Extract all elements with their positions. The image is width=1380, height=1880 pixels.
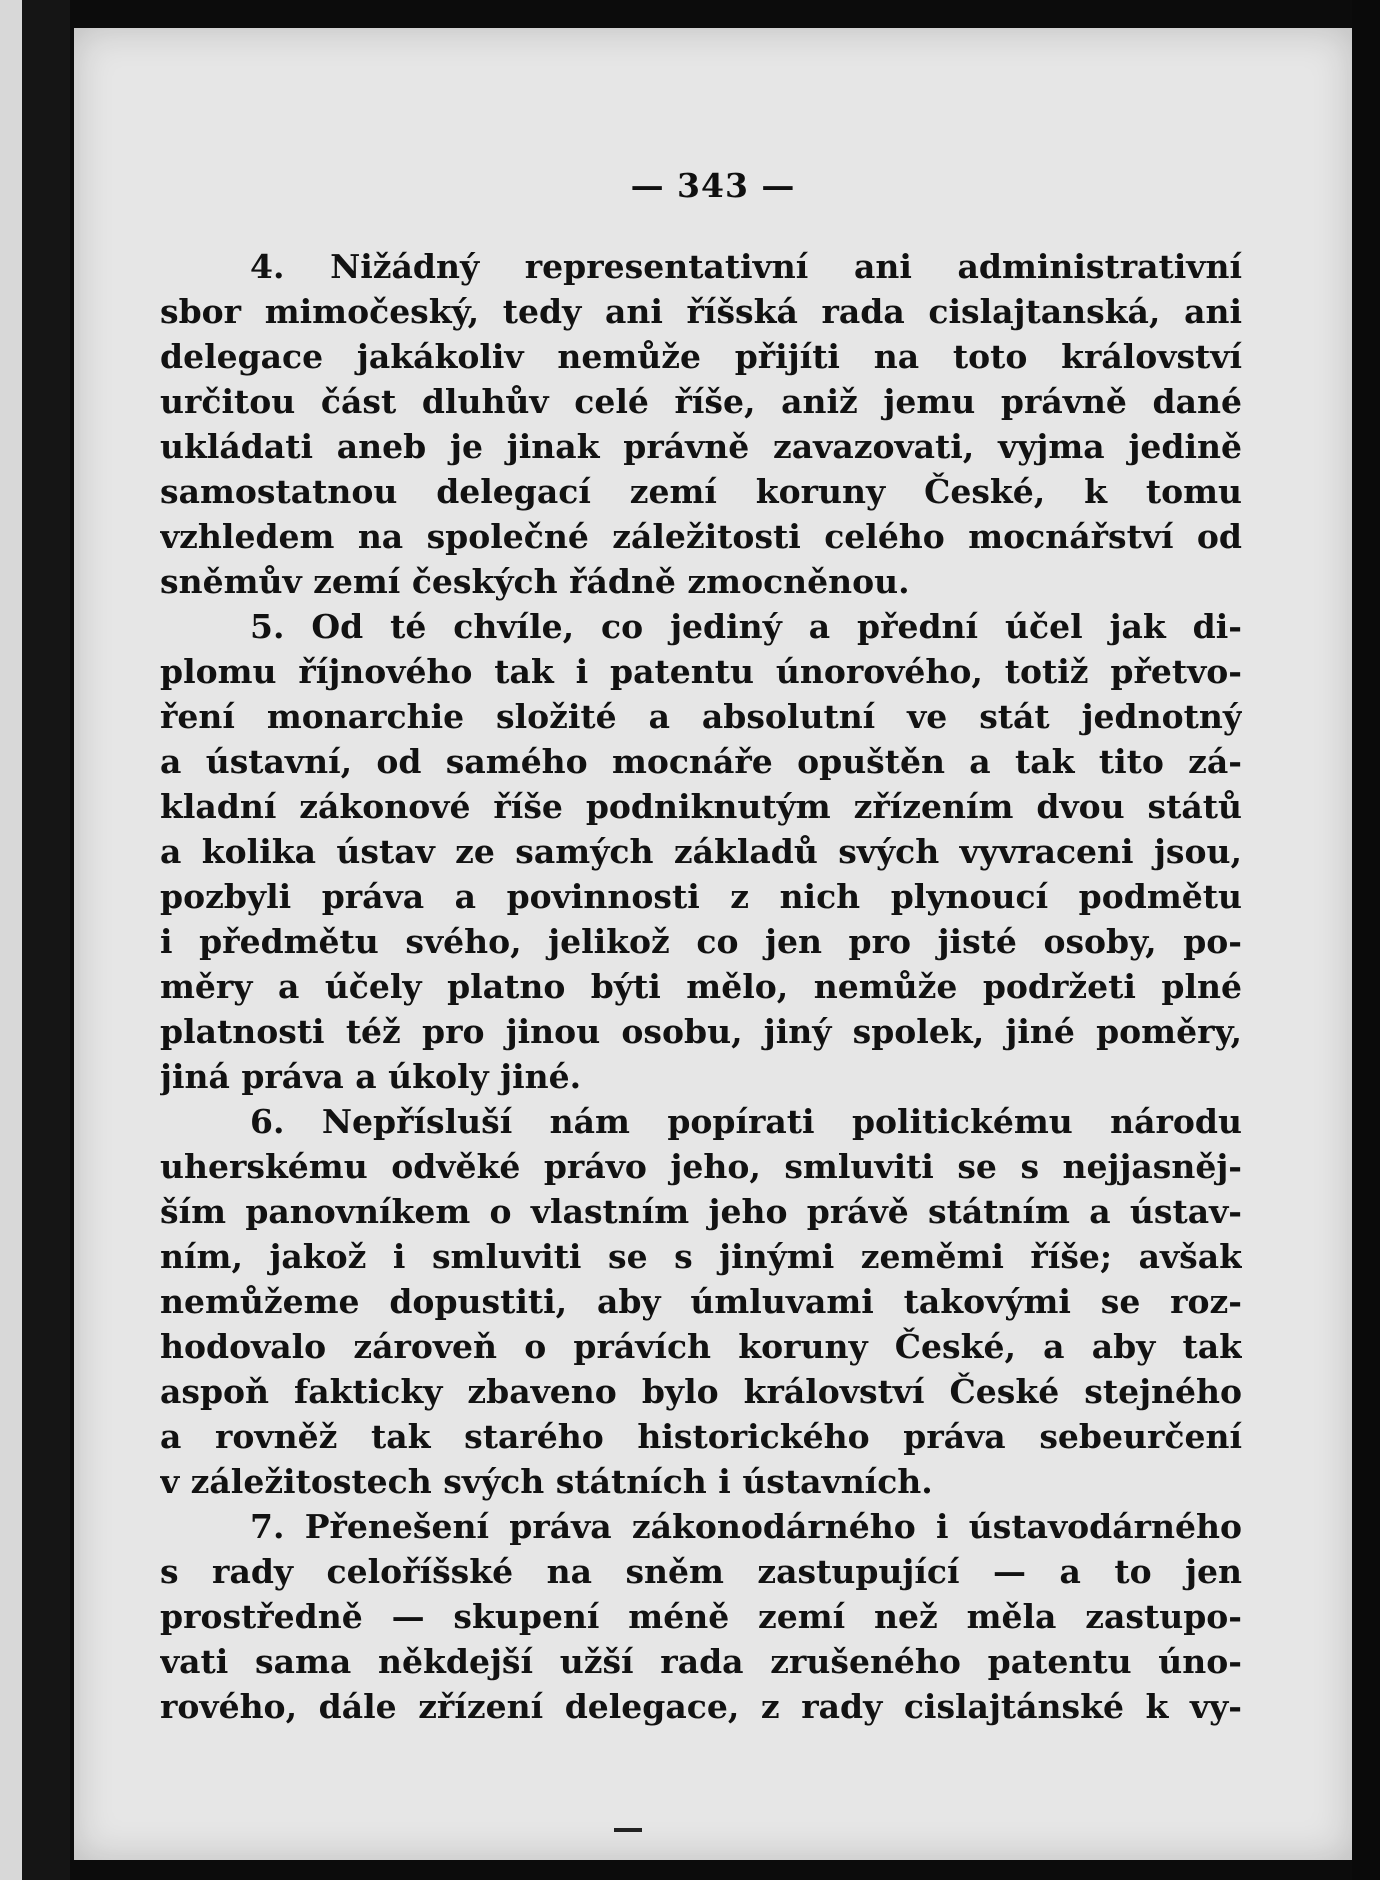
text-line: ším panovníkem o vlastním jeho právě státním a ústav- (160, 1192, 1242, 1231)
text-line: 5. Od té chvíle, co jediný a přední účel jak di- (250, 607, 1242, 646)
text-line: samostatnou delegací zemí koruny České, k tomu (160, 472, 1242, 511)
text-line: plomu říjnového tak i patentu únorového, totiž přetvo- (160, 652, 1242, 691)
text-line: ření monarchie složité a absolutní ve stát jednotný (160, 697, 1242, 736)
text-line: a kolika ústav ze samých základů svých vyvraceni jsou, (160, 832, 1242, 871)
text-line: 6. Nepřísluší nám popírati politickému národu (250, 1102, 1242, 1141)
text-line: i předmětu svého, jelikož co jen pro jisté osoby, po- (160, 922, 1242, 961)
text-line: vzhledem na společné záležitosti celého mocnářství od (160, 517, 1242, 556)
text-line: sbor mimočeský, tedy ani říšská rada cislajtanská, ani (160, 292, 1242, 331)
scan-right-margin (1352, 0, 1380, 1880)
text-line: ním, jakož i smluviti se s jinými zeměmi říše; avšak (160, 1237, 1242, 1276)
text-line: hodovalo zároveň o právích koruny České, a aby tak (160, 1327, 1242, 1366)
text-line: delegace jakákoliv nemůže přijíti na toto království (160, 337, 1242, 376)
text-line: uherskému odvěké právo jeho, smluviti se s nejjasněj- (160, 1147, 1242, 1186)
text-line: kladní zákonové říše podniknutým zřízením dvou států (160, 787, 1242, 826)
book-page (74, 28, 1352, 1860)
text-line: s rady celoříšské na sněm zastupující — a to jen (160, 1552, 1242, 1591)
text-line: nemůžeme dopustiti, aby úmluvami takovými se roz- (160, 1282, 1242, 1321)
text-line: v záležitostech svých státních i ústavních. (160, 1462, 933, 1501)
text-line: rového, dále zřízení delegace, z rady cislajtánské k vy- (160, 1687, 1242, 1726)
text-line: pozbyli práva a povinnosti z nich plynoucí podmětu (160, 877, 1242, 916)
text-line: určitou část dluhův celé říše, aniž jemu právně dané (160, 382, 1242, 421)
scan-binding-shadow (22, 0, 70, 1880)
body-text (160, 244, 1242, 1729)
text-line: ukládati aneb je jinak právně zavazovati, vyjma jedině (160, 427, 1242, 466)
text-line: jiná práva a úkoly jiné. (160, 1057, 582, 1096)
text-line: prostředně — skupení méně zemí než měla zastupo- (160, 1597, 1242, 1636)
text-line: měry a účely platno býti mělo, nemůže podržeti plné (160, 967, 1242, 1006)
scan-left-margin (0, 0, 22, 1880)
bottom-ink-mark (614, 1828, 642, 1832)
text-line: 4. Nižádný representativní ani administrativní (250, 247, 1242, 286)
text-line: a ústavní, od samého mocnáře opuštěn a tak tito zá- (160, 742, 1242, 781)
text-line: 7. Přenešení práva zákonodárného i ústavodárného (250, 1507, 1242, 1546)
text-line: vati sama někdejší užší rada zrušeného patentu úno- (160, 1642, 1242, 1681)
text-line: platnosti též pro jinou osobu, jiný spolek, jiné poměry, (160, 1012, 1242, 1051)
text-line: aspoň fakticky zbaveno bylo království České stejného (160, 1372, 1242, 1411)
page-number: — 343 — (630, 166, 796, 205)
text-line: sněmův zemí českých řádně zmocněnou. (160, 562, 910, 601)
text-line: a rovněž tak starého historického práva sebeurčení (160, 1417, 1242, 1456)
